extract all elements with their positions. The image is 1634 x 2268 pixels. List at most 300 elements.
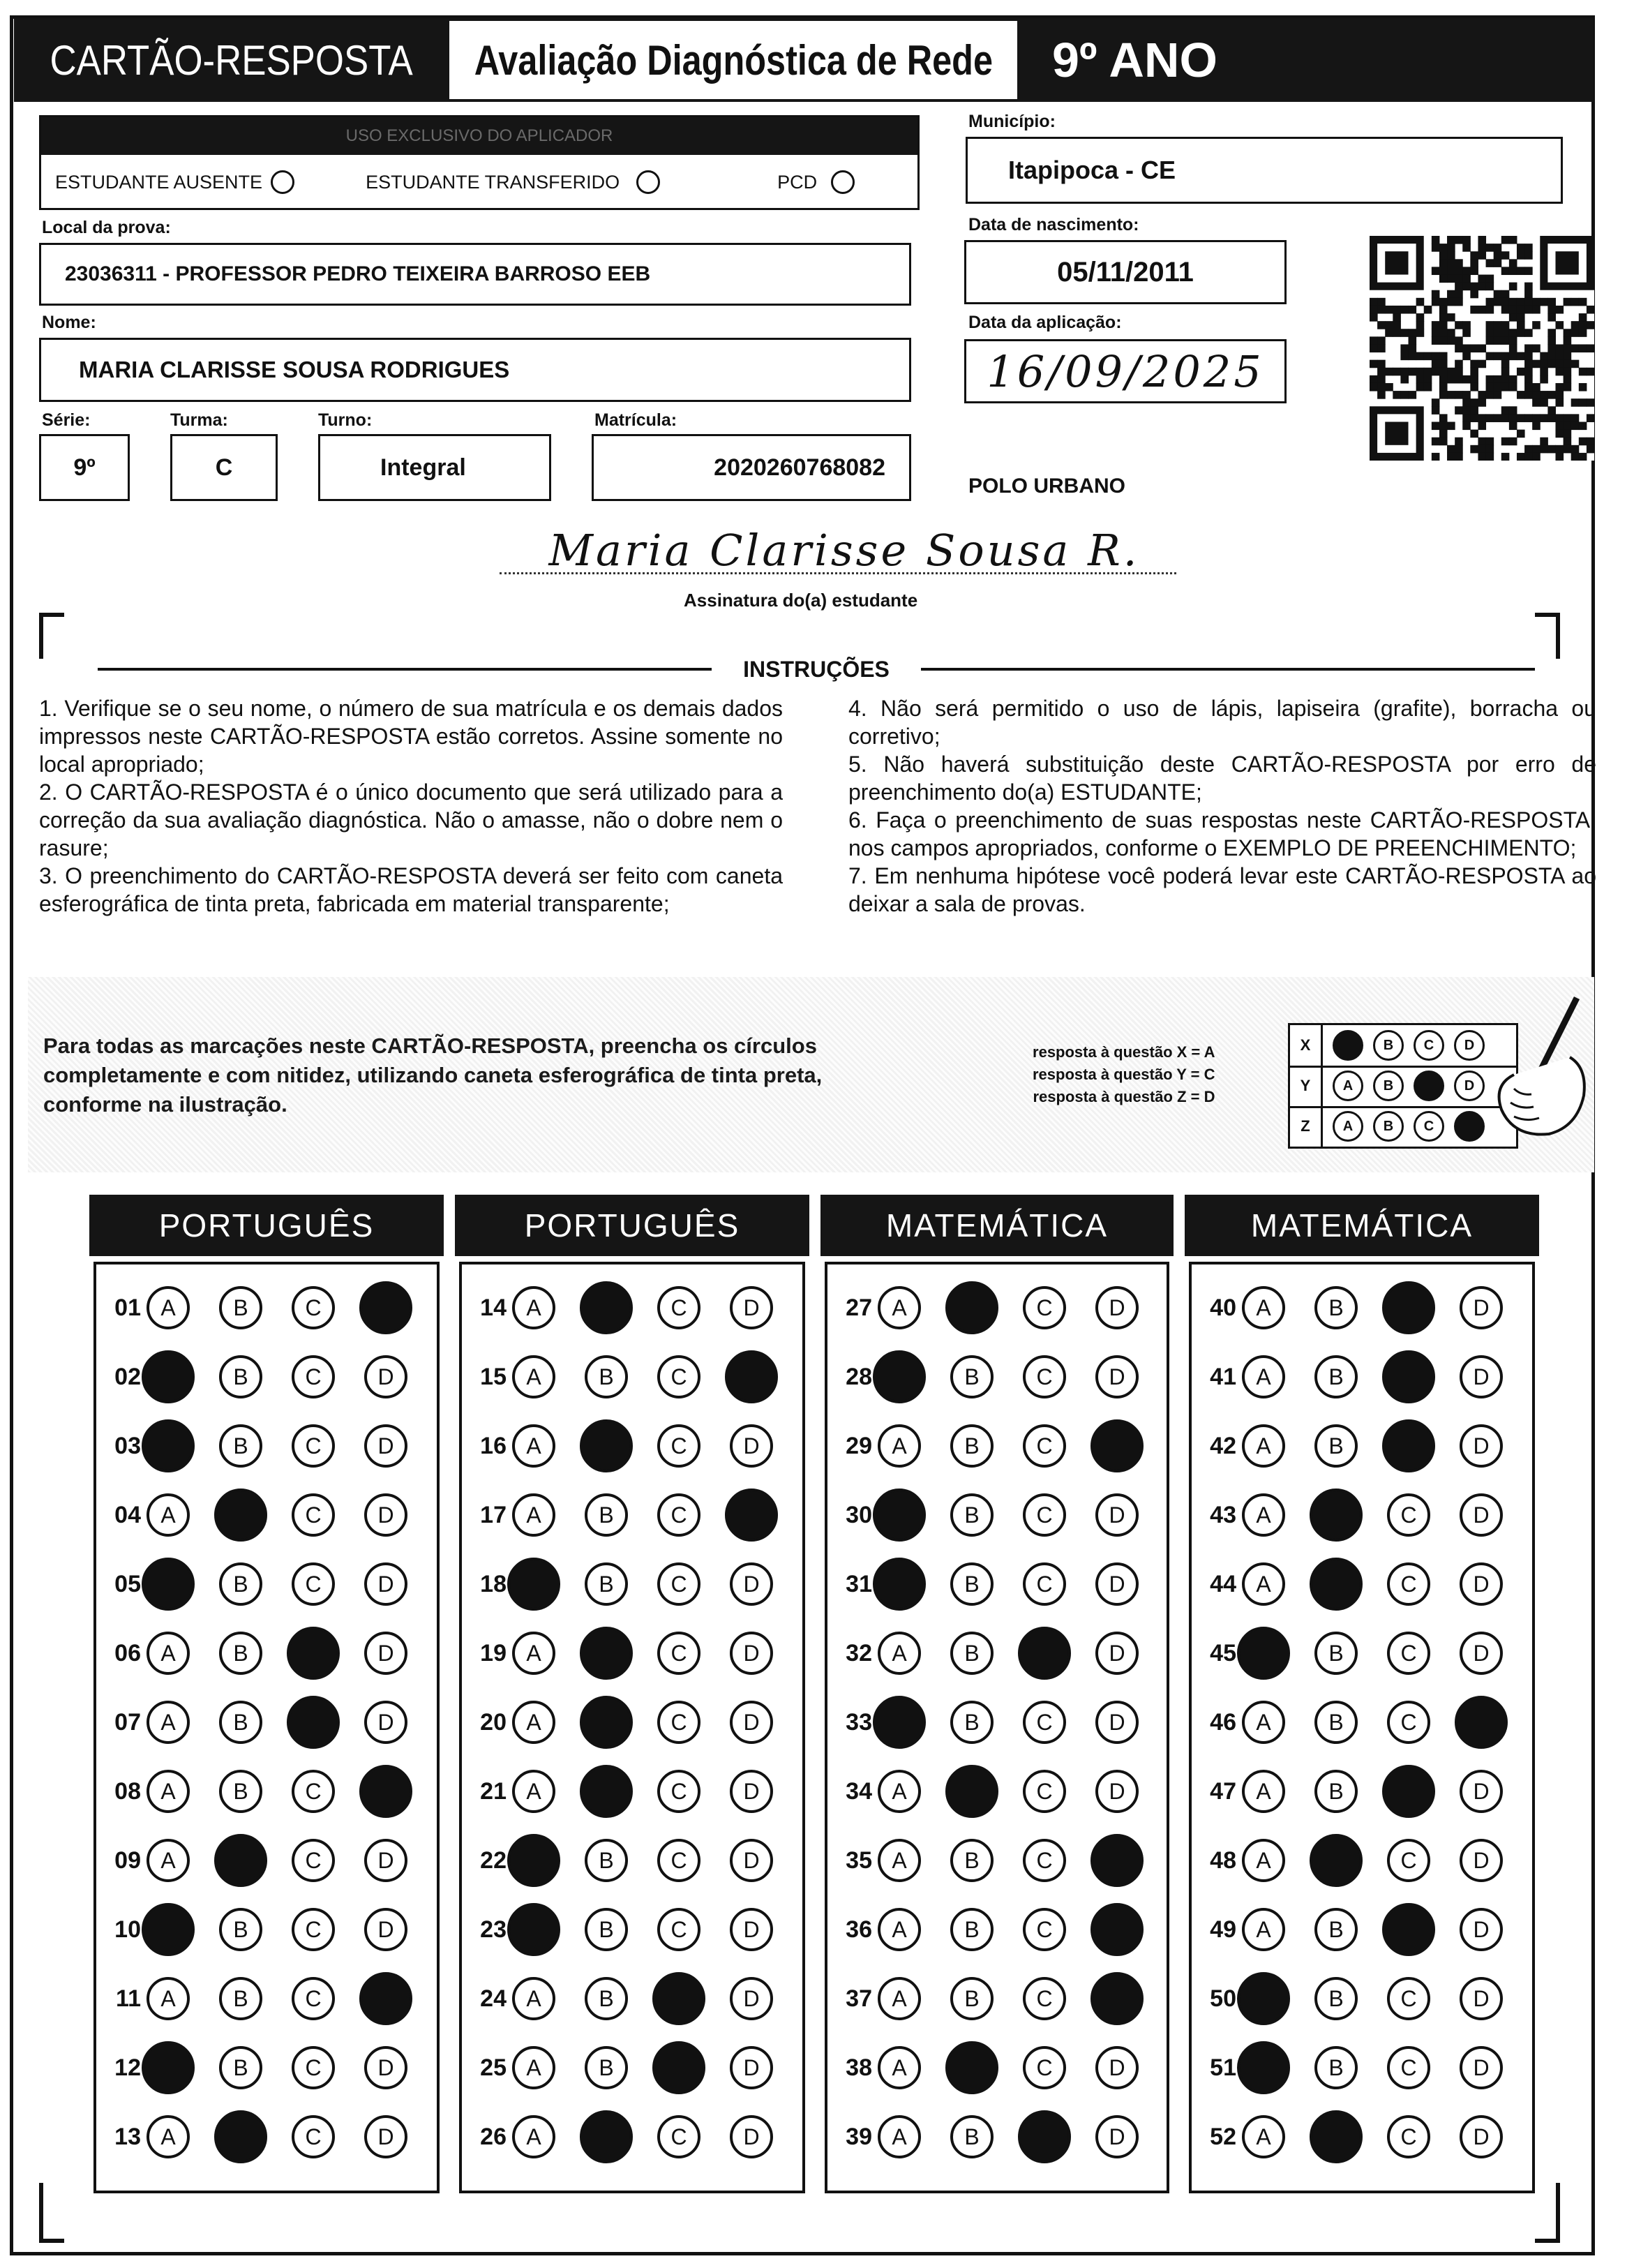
answer-bubble-26-B[interactable] <box>580 2110 633 2163</box>
question-row <box>466 1902 802 1957</box>
question-row <box>100 1902 437 1957</box>
answer-bubble-05-D[interactable]: D <box>364 1562 407 1606</box>
signature[interactable]: Maria Clarisse Sousa R. <box>548 525 1140 576</box>
section-box-3 <box>825 1262 1169 2193</box>
answer-bubble-12-D[interactable]: D <box>364 2046 407 2089</box>
answer-bubble-14-D[interactable]: D <box>730 1286 773 1329</box>
answer-bubble-11-D[interactable] <box>359 1972 412 2025</box>
answer-bubble-31-B[interactable]: B <box>950 1562 994 1606</box>
question-number: 07 <box>114 1708 141 1736</box>
answer-bubble-19-B[interactable] <box>580 1627 633 1680</box>
answer-bubble-48-D[interactable]: D <box>1460 1839 1503 1882</box>
grade-title: 9º ANO <box>1052 33 1217 87</box>
answer-bubble-44-A[interactable]: A <box>1242 1562 1285 1606</box>
question-row <box>832 1487 1168 1543</box>
answer-bubble-05-A[interactable] <box>142 1558 195 1611</box>
answer-bubble-43-B[interactable] <box>1310 1489 1363 1542</box>
answer-bubble-50-D[interactable]: D <box>1460 1977 1503 2020</box>
instruction-3: 3. O preenchimento do CARTÃO-RESPOSTA deverá ser feito com caneta esferográfica de tinta preta, fabricada em material transparente; <box>39 863 783 916</box>
answer-bubble-24-B[interactable]: B <box>585 1977 628 2020</box>
answer-bubble-22-A[interactable] <box>507 1834 560 1887</box>
fill-notice-text: Para todas as marcações neste CARTÃO-RESPOSTA, preencha os círculos completamente e com nitidez, utilizando caneta esferográfica de tinta preta, conforme na ilustração. <box>43 1034 823 1117</box>
answer-bubble-43-A[interactable]: A <box>1242 1493 1285 1537</box>
answer-bubble-37-B[interactable]: B <box>950 1977 994 2020</box>
answer-bubble-29-A[interactable]: A <box>878 1424 921 1468</box>
answer-bubble-31-D[interactable]: D <box>1095 1562 1139 1606</box>
answer-bubble-15-B[interactable]: B <box>585 1355 628 1398</box>
answer-bubble-01-D[interactable] <box>359 1281 412 1334</box>
answer-bubble-11-C[interactable]: C <box>292 1977 335 2020</box>
answer-bubble-36-C[interactable]: C <box>1023 1908 1066 1951</box>
example-row-label: Z <box>1290 1106 1323 1147</box>
example-bubble-X-C: C <box>1414 1030 1444 1061</box>
question-number: 48 <box>1210 1847 1236 1874</box>
answer-bubble-27-A[interactable]: A <box>878 1286 921 1329</box>
answer-bubble-28-C[interactable]: C <box>1023 1355 1066 1398</box>
answer-bubble-45-C[interactable]: C <box>1387 1632 1430 1675</box>
answer-bubble-31-C[interactable]: C <box>1023 1562 1066 1606</box>
answer-bubble-17-A[interactable]: A <box>512 1493 555 1537</box>
answer-bubble-25-A[interactable]: A <box>512 2046 555 2089</box>
transferred-label: ESTUDANTE TRANSFERIDO <box>366 171 620 193</box>
answer-bubble-18-D[interactable]: D <box>730 1562 773 1606</box>
local-label: Local da prova: <box>42 218 171 237</box>
question-row <box>466 1418 802 1474</box>
answer-bubble-35-D[interactable] <box>1090 1834 1144 1887</box>
answer-bubble-38-C[interactable]: C <box>1023 2046 1066 2089</box>
answer-bubble-28-D[interactable]: D <box>1095 1355 1139 1398</box>
answer-bubble-49-B[interactable]: B <box>1314 1908 1358 1951</box>
answer-bubble-06-B[interactable]: B <box>219 1632 262 1675</box>
answer-bubble-46-D[interactable] <box>1455 1696 1508 1749</box>
answer-bubble-38-A[interactable]: A <box>878 2046 921 2089</box>
answer-bubble-19-D[interactable]: D <box>730 1632 773 1675</box>
transferred-checkbox[interactable] <box>636 170 660 194</box>
answer-bubble-50-C[interactable]: C <box>1387 1977 1430 2020</box>
answer-bubble-11-B[interactable]: B <box>219 1977 262 2020</box>
answer-bubble-40-A[interactable]: A <box>1242 1286 1285 1329</box>
answer-bubble-38-D[interactable]: D <box>1095 2046 1139 2089</box>
answer-bubble-32-D[interactable]: D <box>1095 1632 1139 1675</box>
answer-bubble-13-C[interactable]: C <box>292 2115 335 2158</box>
answer-bubble-19-A[interactable]: A <box>512 1632 555 1675</box>
answer-bubble-39-A[interactable]: A <box>878 2115 921 2158</box>
answer-bubble-30-C[interactable]: C <box>1023 1493 1066 1537</box>
answer-bubble-10-B[interactable]: B <box>219 1908 262 1951</box>
aplicacao-field <box>964 339 1287 403</box>
turno-field <box>318 434 551 501</box>
answer-bubble-13-A[interactable]: A <box>147 2115 190 2158</box>
answer-bubble-32-A[interactable]: A <box>878 1632 921 1675</box>
answer-bubble-19-C[interactable]: C <box>657 1632 700 1675</box>
nascimento-value: 05/11/2011 <box>1057 256 1194 288</box>
answer-bubble-15-C[interactable]: C <box>657 1355 700 1398</box>
example-legend <box>1033 1041 1215 1108</box>
question-number: 13 <box>114 2123 141 2150</box>
answer-bubble-02-B[interactable]: B <box>219 1355 262 1398</box>
exam-title: Avaliação Diagnóstica de Rede <box>474 36 993 84</box>
answer-bubble-21-B[interactable] <box>580 1765 633 1818</box>
question-row <box>466 1971 802 2027</box>
answer-bubble-33-A[interactable] <box>873 1696 926 1749</box>
answer-bubble-07-D[interactable]: D <box>364 1701 407 1744</box>
answer-bubble-17-B[interactable]: B <box>585 1493 628 1537</box>
answer-bubble-04-B[interactable] <box>214 1489 267 1542</box>
question-row <box>1196 1487 1532 1543</box>
answer-bubble-23-D[interactable]: D <box>730 1908 773 1951</box>
answer-bubble-13-D[interactable]: D <box>364 2115 407 2158</box>
answer-bubble-26-D[interactable]: D <box>730 2115 773 2158</box>
question-row <box>1196 1556 1532 1612</box>
section-title-4: MATEMÁTICA <box>1185 1195 1539 1256</box>
answer-bubble-02-D[interactable]: D <box>364 1355 407 1398</box>
answer-bubble-32-C[interactable] <box>1018 1627 1071 1680</box>
answer-bubble-22-D[interactable]: D <box>730 1839 773 1882</box>
turma-field <box>170 434 278 501</box>
question-row <box>832 1694 1168 1750</box>
answer-bubble-24-C[interactable] <box>652 1972 705 2025</box>
answer-bubble-47-B[interactable]: B <box>1314 1770 1358 1813</box>
answer-bubble-21-C[interactable]: C <box>657 1770 700 1813</box>
question-number: 35 <box>846 1847 872 1874</box>
aplicacao-label: Data da aplicação: <box>968 313 1122 332</box>
answer-bubble-46-C[interactable]: C <box>1387 1701 1430 1744</box>
applicator-banner-text: USO EXCLUSIVO DO APLICADOR <box>345 126 613 145</box>
answer-bubble-23-B[interactable]: B <box>585 1908 628 1951</box>
answer-bubble-48-B[interactable] <box>1310 1834 1363 1887</box>
answer-bubble-35-A[interactable]: A <box>878 1839 921 1882</box>
question-row <box>832 1902 1168 1957</box>
question-number: 29 <box>846 1432 872 1459</box>
polo-label: POLO URBANO <box>968 475 1125 498</box>
answer-bubble-27-D[interactable]: D <box>1095 1286 1139 1329</box>
answer-bubble-49-C[interactable] <box>1382 1903 1435 1956</box>
answer-bubble-34-D[interactable]: D <box>1095 1770 1139 1813</box>
answer-bubble-07-A[interactable]: A <box>147 1701 190 1744</box>
answer-bubble-36-B[interactable]: B <box>950 1908 994 1951</box>
answer-bubble-33-B[interactable]: B <box>950 1701 994 1744</box>
answer-bubble-28-A[interactable] <box>873 1350 926 1403</box>
answer-bubble-14-B[interactable] <box>580 1281 633 1334</box>
answer-bubble-05-B[interactable]: B <box>219 1562 262 1606</box>
answer-bubble-08-D[interactable] <box>359 1765 412 1818</box>
answer-bubble-51-B[interactable]: B <box>1314 2046 1358 2089</box>
answer-bubble-26-C[interactable]: C <box>657 2115 700 2158</box>
answer-bubble-31-A[interactable] <box>873 1558 926 1611</box>
question-row <box>1196 2040 1532 2096</box>
answer-bubble-41-A[interactable]: A <box>1242 1355 1285 1398</box>
answer-bubble-40-D[interactable]: D <box>1460 1286 1503 1329</box>
answer-bubble-41-D[interactable]: D <box>1460 1355 1503 1398</box>
question-number: 28 <box>846 1363 872 1390</box>
answer-bubble-20-B[interactable] <box>580 1696 633 1749</box>
answer-bubble-18-B[interactable]: B <box>585 1562 628 1606</box>
answer-bubble-03-B[interactable]: B <box>219 1424 262 1468</box>
answer-bubble-20-C[interactable]: C <box>657 1701 700 1744</box>
question-row <box>832 2040 1168 2096</box>
answer-bubble-07-C[interactable] <box>287 1696 340 1749</box>
question-row <box>100 1418 437 1474</box>
question-number: 26 <box>480 2123 507 2150</box>
turma-value: C <box>215 454 233 481</box>
turno-label: Turno: <box>318 410 373 430</box>
answer-bubble-09-B[interactable] <box>214 1834 267 1887</box>
instructions-rule-right <box>921 668 1535 671</box>
pcd-checkbox[interactable] <box>831 170 855 194</box>
answer-bubble-03-A[interactable] <box>142 1419 195 1472</box>
question-number: 33 <box>846 1708 872 1736</box>
answer-bubble-08-C[interactable]: C <box>292 1770 335 1813</box>
answer-bubble-49-A[interactable]: A <box>1242 1908 1285 1951</box>
question-number: 02 <box>114 1363 141 1390</box>
example-bubble-X-A <box>1333 1030 1363 1061</box>
answer-bubble-33-C[interactable]: C <box>1023 1701 1066 1744</box>
answer-bubble-17-C[interactable]: C <box>657 1493 700 1537</box>
question-row <box>100 1487 437 1543</box>
answer-bubble-34-B[interactable] <box>945 1765 998 1818</box>
instruction-5: 5. Não haverá substituição deste CARTÃO-RESPOSTA por erro de preenchimento do(a) ESTUDANTE; <box>848 752 1596 805</box>
answer-bubble-10-A[interactable] <box>142 1903 195 1956</box>
example-bubble-Y-A: A <box>1333 1070 1363 1101</box>
signature-label: Assinatura do(a) estudante <box>684 590 918 611</box>
question-number: 44 <box>1210 1570 1236 1597</box>
question-number: 34 <box>846 1777 872 1805</box>
answer-bubble-02-A[interactable] <box>142 1350 195 1403</box>
absent-checkbox[interactable] <box>271 170 294 194</box>
answer-bubble-45-D[interactable]: D <box>1460 1632 1503 1675</box>
matricula-label: Matrícula: <box>594 410 677 430</box>
answer-bubble-14-A[interactable]: A <box>512 1286 555 1329</box>
answer-bubble-44-D[interactable]: D <box>1460 1562 1503 1606</box>
answer-bubble-01-A[interactable]: A <box>147 1286 190 1329</box>
answer-bubble-39-D[interactable]: D <box>1095 2115 1139 2158</box>
answer-bubble-45-B[interactable]: B <box>1314 1632 1358 1675</box>
question-number: 27 <box>846 1294 872 1321</box>
answer-bubble-30-B[interactable]: B <box>950 1493 994 1537</box>
answer-bubble-05-C[interactable]: C <box>292 1562 335 1606</box>
answer-bubble-06-C[interactable] <box>287 1627 340 1680</box>
answer-bubble-33-D[interactable]: D <box>1095 1701 1139 1744</box>
answer-bubble-14-C[interactable]: C <box>657 1286 700 1329</box>
answer-bubble-50-B[interactable]: B <box>1314 1977 1358 2020</box>
answer-bubble-09-C[interactable]: C <box>292 1839 335 1882</box>
answer-bubble-44-B[interactable] <box>1310 1558 1363 1611</box>
answer-bubble-45-A[interactable] <box>1237 1627 1290 1680</box>
question-number: 25 <box>480 2054 507 2081</box>
answer-bubble-34-A[interactable]: A <box>878 1770 921 1813</box>
answer-bubble-18-C[interactable]: C <box>657 1562 700 1606</box>
question-row <box>1196 1349 1532 1405</box>
question-row <box>466 1833 802 1888</box>
answer-bubble-08-B[interactable]: B <box>219 1770 262 1813</box>
instruction-1: 1. Verifique se o seu nome, o número de sua matrícula e os demais dados impressos neste CARTÃO-RESPOSTA estão corretos. Assine somente no local apropriado; <box>39 696 783 777</box>
answer-bubble-52-B[interactable] <box>1310 2110 1363 2163</box>
question-row <box>1196 1902 1532 1957</box>
answer-bubble-51-A[interactable] <box>1237 2041 1290 2094</box>
question-row <box>466 1625 802 1681</box>
answer-bubble-42-D[interactable]: D <box>1460 1424 1503 1468</box>
instruction-6: 6. Faça o preenchimento de suas respostas neste CARTÃO-RESPOSTA, nos campos apropriados, conforme o EXEMPLO DE PREENCHIMENTO; <box>848 807 1596 860</box>
answer-bubble-46-A[interactable]: A <box>1242 1701 1285 1744</box>
answer-bubble-25-B[interactable]: B <box>585 2046 628 2089</box>
answer-bubble-12-A[interactable] <box>142 2041 195 2094</box>
answer-bubble-51-D[interactable]: D <box>1460 2046 1503 2089</box>
answer-bubble-07-B[interactable]: B <box>219 1701 262 1744</box>
answer-bubble-30-D[interactable]: D <box>1095 1493 1139 1537</box>
answer-bubble-29-C[interactable]: C <box>1023 1424 1066 1468</box>
answer-bubble-26-A[interactable]: A <box>512 2115 555 2158</box>
answer-bubble-48-C[interactable]: C <box>1387 1839 1430 1882</box>
aplicacao-value[interactable]: 16/09/2025 <box>987 345 1264 397</box>
answer-bubble-02-C[interactable]: C <box>292 1355 335 1398</box>
question-number: 21 <box>480 1777 507 1805</box>
example-bubble-Z-A: A <box>1333 1111 1363 1142</box>
answer-bubble-37-C[interactable]: C <box>1023 1977 1066 2020</box>
question-number: 05 <box>114 1570 141 1597</box>
answer-bubble-35-B[interactable]: B <box>950 1839 994 1882</box>
answer-bubble-48-A[interactable]: A <box>1242 1839 1285 1882</box>
answer-bubble-42-B[interactable]: B <box>1314 1424 1358 1468</box>
answer-bubble-06-D[interactable]: D <box>364 1632 407 1675</box>
answer-bubble-21-D[interactable]: D <box>730 1770 773 1813</box>
answer-bubble-09-D[interactable]: D <box>364 1839 407 1882</box>
answer-bubble-28-B[interactable]: B <box>950 1355 994 1398</box>
answer-bubble-47-D[interactable]: D <box>1460 1770 1503 1813</box>
answer-bubble-12-B[interactable]: B <box>219 2046 262 2089</box>
answer-bubble-18-A[interactable] <box>507 1558 560 1611</box>
answer-bubble-09-A[interactable]: A <box>147 1839 190 1882</box>
answer-bubble-20-A[interactable]: A <box>512 1701 555 1744</box>
question-row <box>466 1694 802 1750</box>
question-number: 43 <box>1210 1501 1236 1528</box>
answer-bubble-50-A[interactable] <box>1237 1972 1290 2025</box>
answer-bubble-40-B[interactable]: B <box>1314 1286 1358 1329</box>
question-number: 14 <box>480 1294 507 1321</box>
answer-bubble-36-A[interactable]: A <box>878 1908 921 1951</box>
answer-bubble-16-C[interactable]: C <box>657 1424 700 1468</box>
answer-bubble-44-C[interactable]: C <box>1387 1562 1430 1606</box>
section-title-3: MATEMÁTICA <box>820 1195 1174 1256</box>
question-number: 32 <box>846 1639 872 1666</box>
answer-bubble-39-C[interactable] <box>1018 2110 1071 2163</box>
question-number: 22 <box>480 1847 507 1874</box>
question-number: 12 <box>114 2054 141 2081</box>
answer-bubble-17-D[interactable] <box>725 1489 778 1542</box>
answer-bubble-40-C[interactable] <box>1382 1281 1435 1334</box>
question-number: 01 <box>114 1294 141 1321</box>
answer-bubble-06-A[interactable]: A <box>147 1632 190 1675</box>
answer-bubble-23-A[interactable] <box>507 1903 560 1956</box>
answer-bubble-42-C[interactable] <box>1382 1419 1435 1472</box>
answer-bubble-03-D[interactable]: D <box>364 1424 407 1468</box>
instruction-7: 7. Em nenhuma hipótese você poderá levar este CARTÃO-RESPOSTA ao deixar a sala de provas. <box>848 863 1596 916</box>
answer-bubble-10-C[interactable]: C <box>292 1908 335 1951</box>
answer-bubble-51-C[interactable]: C <box>1387 2046 1430 2089</box>
answer-bubble-27-C[interactable]: C <box>1023 1286 1066 1329</box>
answer-bubble-16-A[interactable]: A <box>512 1424 555 1468</box>
corner-top-right <box>1535 613 1560 659</box>
answer-bubble-34-C[interactable]: C <box>1023 1770 1066 1813</box>
answer-bubble-52-D[interactable]: D <box>1460 2115 1503 2158</box>
answer-bubble-22-C[interactable]: C <box>657 1839 700 1882</box>
section-box-1 <box>93 1262 440 2193</box>
answer-bubble-36-D[interactable] <box>1090 1903 1144 1956</box>
answer-bubble-01-B[interactable]: B <box>219 1286 262 1329</box>
answer-bubble-41-B[interactable]: B <box>1314 1355 1358 1398</box>
answer-bubble-30-A[interactable] <box>873 1489 926 1542</box>
answer-bubble-24-A[interactable]: A <box>512 1977 555 2020</box>
answer-bubble-39-B[interactable]: B <box>950 2115 994 2158</box>
answer-bubble-24-D[interactable]: D <box>730 1977 773 2020</box>
answer-bubble-10-D[interactable]: D <box>364 1908 407 1951</box>
answer-bubble-29-B[interactable]: B <box>950 1424 994 1468</box>
answer-bubble-13-B[interactable] <box>214 2110 267 2163</box>
answer-bubble-04-C[interactable]: C <box>292 1493 335 1537</box>
answer-bubble-52-A[interactable]: A <box>1242 2115 1285 2158</box>
answer-bubble-27-B[interactable] <box>945 1281 998 1334</box>
answer-bubble-22-B[interactable]: B <box>585 1839 628 1882</box>
local-field <box>39 243 911 306</box>
answer-bubble-42-A[interactable]: A <box>1242 1424 1285 1468</box>
example-bubble-Y-D: D <box>1454 1070 1485 1101</box>
answer-bubble-15-A[interactable]: A <box>512 1355 555 1398</box>
answer-bubble-47-A[interactable]: A <box>1242 1770 1285 1813</box>
question-row <box>466 2109 802 2165</box>
answer-bubble-01-C[interactable]: C <box>292 1286 335 1329</box>
answer-bubble-16-D[interactable]: D <box>730 1424 773 1468</box>
answer-bubble-23-C[interactable]: C <box>657 1908 700 1951</box>
answer-bubble-41-C[interactable] <box>1382 1350 1435 1403</box>
answer-bubble-04-D[interactable]: D <box>364 1493 407 1537</box>
question-row <box>466 1349 802 1405</box>
answer-bubble-04-A[interactable]: A <box>147 1493 190 1537</box>
example-bubble-Z-C: C <box>1414 1111 1444 1142</box>
answer-bubble-47-C[interactable] <box>1382 1765 1435 1818</box>
answer-bubble-46-B[interactable]: B <box>1314 1701 1358 1744</box>
answer-bubble-29-D[interactable] <box>1090 1419 1144 1472</box>
question-number: 18 <box>480 1570 507 1597</box>
answer-bubble-15-D[interactable] <box>725 1350 778 1403</box>
answer-bubble-20-D[interactable]: D <box>730 1701 773 1744</box>
answer-bubble-25-C[interactable] <box>652 2041 705 2094</box>
example-row-label: X <box>1290 1025 1323 1066</box>
answer-bubble-35-C[interactable]: C <box>1023 1839 1066 1882</box>
answer-bubble-43-C[interactable]: C <box>1387 1493 1430 1537</box>
answer-bubble-43-D[interactable]: D <box>1460 1493 1503 1537</box>
answer-bubble-16-B[interactable] <box>580 1419 633 1472</box>
instructions-right <box>848 694 1596 918</box>
answer-bubble-25-D[interactable]: D <box>730 2046 773 2089</box>
answer-bubble-38-B[interactable] <box>945 2041 998 2094</box>
question-row <box>832 1418 1168 1474</box>
question-number: 08 <box>114 1777 141 1805</box>
instructions-title: INSTRUÇÕES <box>743 657 890 682</box>
answer-bubble-32-B[interactable]: B <box>950 1632 994 1675</box>
answer-bubble-21-A[interactable]: A <box>512 1770 555 1813</box>
answer-bubble-52-C[interactable]: C <box>1387 2115 1430 2158</box>
answer-bubble-12-C[interactable]: C <box>292 2046 335 2089</box>
question-row <box>1196 1625 1532 1681</box>
question-number: 30 <box>846 1501 872 1528</box>
answer-bubble-03-C[interactable]: C <box>292 1424 335 1468</box>
answer-bubble-49-D[interactable]: D <box>1460 1908 1503 1951</box>
answer-bubble-37-A[interactable]: A <box>878 1977 921 2020</box>
answer-bubble-11-A[interactable]: A <box>147 1977 190 2020</box>
answer-bubble-37-D[interactable] <box>1090 1972 1144 2025</box>
question-row <box>1196 1833 1532 1888</box>
question-number: 39 <box>846 2123 872 2150</box>
answer-bubble-08-A[interactable]: A <box>147 1770 190 1813</box>
